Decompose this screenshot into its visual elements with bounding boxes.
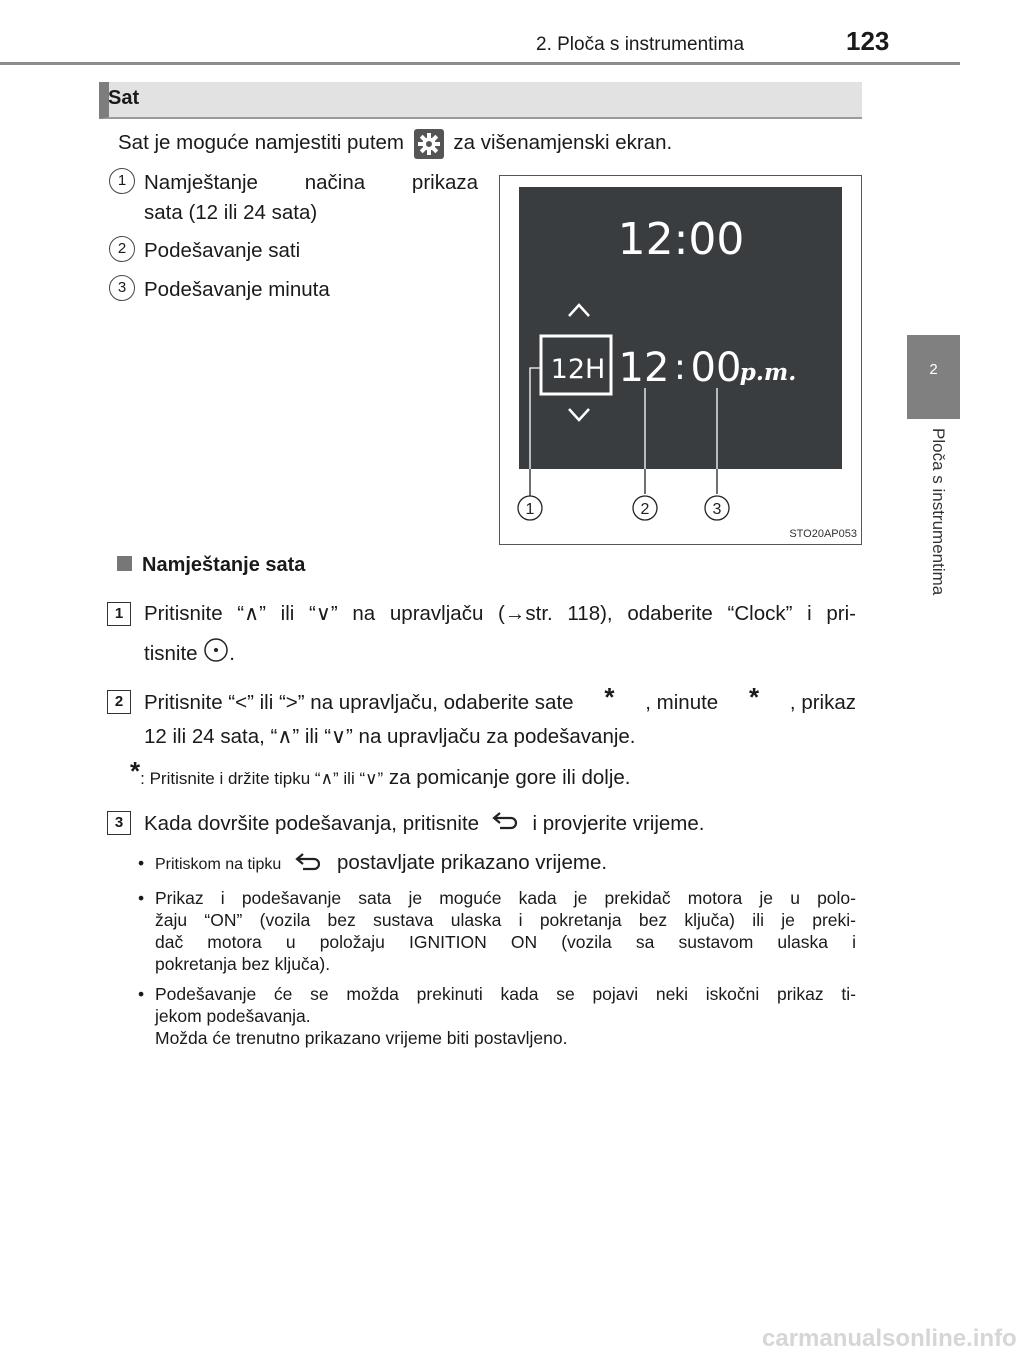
chapter-title: 2. Ploča s instrumentima bbox=[536, 34, 745, 55]
step-1-line2: tisnite . bbox=[144, 637, 235, 672]
callout-marker-2: 2 bbox=[109, 236, 135, 262]
page-number: 123 bbox=[846, 26, 890, 56]
svg-text:2: 2 bbox=[640, 501, 650, 518]
top-time-text: 12:00 bbox=[617, 214, 745, 265]
bullet-1: • Pritiskom na tipku postavljate prikazano vrijeme. bbox=[155, 852, 607, 877]
intro-paragraph bbox=[118, 128, 672, 159]
step-1-marker: 1 bbox=[107, 602, 131, 626]
step-2-marker: 2 bbox=[107, 690, 131, 714]
svg-text:3: 3 bbox=[712, 501, 722, 518]
back-button-icon bbox=[491, 810, 521, 840]
callout-1-line2: sata (12 ili 24 sata) bbox=[144, 201, 318, 224]
chapter-tab-label: Ploča s instrumentima bbox=[929, 428, 948, 596]
step-3-text: Kada dovršite podešavanja, pritisnite i provjerite vrijeme. bbox=[144, 809, 704, 840]
callout-marker-1: 1 bbox=[109, 168, 135, 194]
square-bullet-icon bbox=[117, 556, 132, 571]
bullet-3: • Podešavanje će se možda prekinuti kada se pojavi neki iskočni prikaz ti- jekom podešavanja. Možda će trenutno prikazano vrijeme biti postavljeno. bbox=[138, 984, 856, 1048]
section-header-bar bbox=[99, 82, 862, 119]
callout-marker-3: 3 bbox=[109, 275, 135, 301]
footnote: *: Pritisnite i držite tipku “∧” ili “∨” za pomicanje gore ili dolje. bbox=[130, 756, 631, 789]
callout-2-text: Podešavanje sati bbox=[144, 239, 301, 262]
chapter-tab: 2 bbox=[907, 335, 960, 419]
clock-display-illustration bbox=[500, 176, 863, 546]
ampm-text: p.m. bbox=[739, 359, 797, 386]
header-rule bbox=[0, 62, 960, 65]
colon-text: : bbox=[673, 347, 687, 388]
settings-gear-icon bbox=[414, 129, 444, 159]
hours-text: 12 bbox=[618, 345, 670, 391]
step-2-line2: 12 ili 24 sata, “∧” ili “∨” na upravljaču za podešavanje. bbox=[144, 725, 636, 748]
minutes-text: 00 bbox=[690, 345, 742, 391]
intro-before: Sat je moguće namjestiti putem bbox=[118, 131, 404, 154]
svg-text:1: 1 bbox=[525, 501, 535, 518]
intro-after: za višenamjenski ekran. bbox=[453, 131, 673, 154]
step-1-line1: Pritisnite “∧” ili “∨” na upravljaču (→str. 118), odaberite “Clock” i pri- bbox=[144, 602, 856, 625]
watermark: carmanualsonline.info bbox=[762, 1325, 1017, 1352]
step-2-line1: Pritisnite “<” ili “>” na upravljaču, odaberite sate * , minute * , prikaz bbox=[144, 682, 856, 714]
section-title: Sat bbox=[108, 87, 140, 109]
step-3-marker: 3 bbox=[107, 811, 131, 835]
figure-id: STO20AP053 bbox=[789, 528, 857, 540]
mode-text: 12H bbox=[550, 354, 606, 385]
callout-3-text: Podešavanje minuta bbox=[144, 278, 330, 301]
bullet-2: • Prikaz i podešavanje sata je moguće kada je prekidač motora je u polo- žaju “ON” (vozila bez sustava ulaska i pokretanja bez ključa) ili je preki- dač motora u položaju IGNITION ON (vozila sa sustavom ulaska i pokretanja bez ključa). bbox=[138, 888, 856, 974]
enter-button-icon bbox=[203, 637, 229, 672]
back-button-icon bbox=[294, 852, 324, 877]
subsection-title: Namještanje sata bbox=[117, 554, 305, 577]
callout-1-line1: Namještanje načina prikaza bbox=[144, 171, 478, 194]
clock-display-figure bbox=[499, 175, 862, 545]
